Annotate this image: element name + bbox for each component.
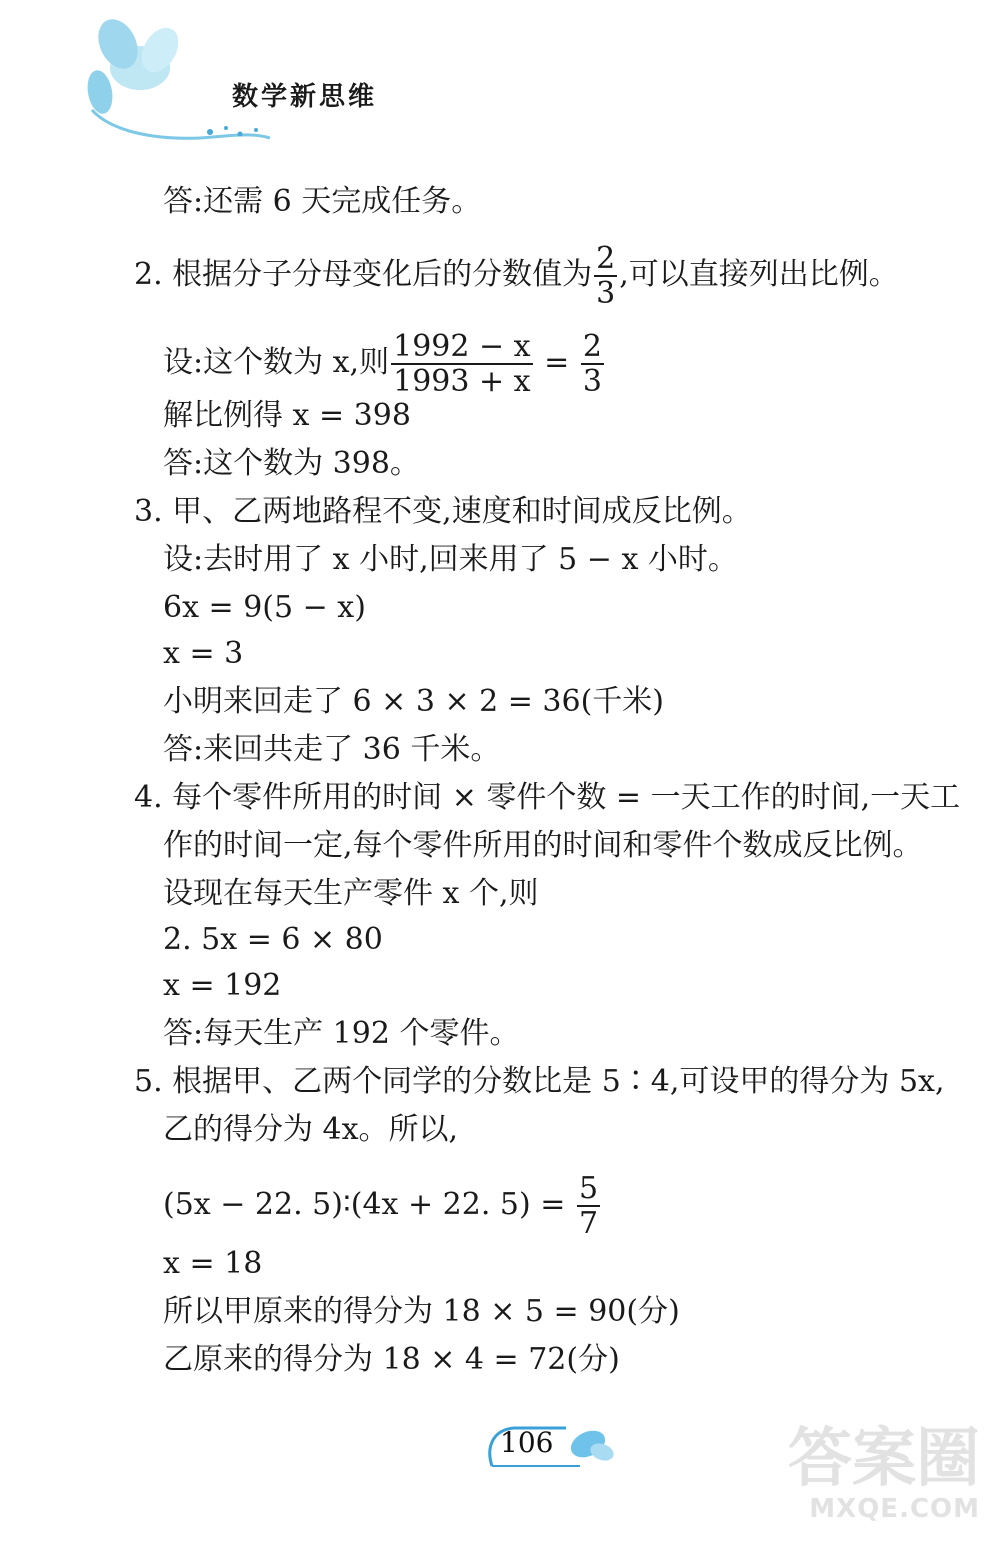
problem-2-text-post: ,可以直接列出比例。 bbox=[619, 257, 899, 292]
fraction-denominator: 7 bbox=[578, 1206, 599, 1241]
fraction-numerator: 1992 − x bbox=[393, 329, 531, 364]
watermark-url: MXQE.COM bbox=[809, 1494, 980, 1524]
book-title: 数学新思维 bbox=[232, 82, 378, 112]
setup-text: 设:这个数为 x,则 bbox=[163, 345, 390, 380]
answer-line: 答:来回共走了 36 千米。 bbox=[163, 732, 501, 767]
equals-sign: = bbox=[544, 345, 570, 380]
watermark-text: 答案圈 bbox=[788, 1422, 980, 1496]
problem-4-statement-cont: 作的时间一定,每个零件所用的时间和零件个数成反比例。 bbox=[163, 828, 923, 863]
problem-2-setup bbox=[163, 330, 606, 398]
equation-line: 2. 5x = 6 × 80 bbox=[163, 922, 383, 957]
fraction-1992-1993 bbox=[391, 330, 532, 398]
problem-4-statement: 4. 每个零件所用的时间 × 零件个数 = 一天工作的时间,一天工 bbox=[134, 780, 961, 815]
equation-text: (5x − 22. 5)∶(4x + 22. 5) = bbox=[163, 1187, 566, 1222]
result-line: 所以甲原来的得分为 18 × 5 = 90(分) bbox=[163, 1294, 680, 1329]
page-footer bbox=[484, 1418, 624, 1474]
equation-line bbox=[163, 1172, 602, 1240]
solution-line: x = 192 bbox=[163, 968, 282, 1003]
watermark bbox=[740, 1424, 980, 1534]
problem-2-text-pre: 2. 根据分子分母变化后的分数值为 bbox=[134, 257, 593, 292]
result-line: 乙原来的得分为 18 × 4 = 72(分) bbox=[163, 1342, 620, 1377]
solution-line: x = 18 bbox=[163, 1246, 263, 1281]
answer-line: 答:每天生产 192 个零件。 bbox=[163, 1016, 520, 1051]
answer-line: 答:这个数为 398。 bbox=[163, 446, 420, 481]
fraction-2-3 bbox=[581, 330, 604, 398]
fraction-numerator: 2 bbox=[596, 241, 616, 276]
solution-line: x = 3 bbox=[163, 636, 244, 671]
fraction-numerator: 5 bbox=[578, 1171, 599, 1206]
problem-5-statement-cont: 乙的得分为 4x。所以, bbox=[163, 1112, 459, 1147]
fraction-denominator: 1993 + x bbox=[393, 364, 531, 399]
problem-3-statement: 3. 甲、乙两地路程不变,速度和时间成反比例。 bbox=[134, 494, 752, 529]
fraction-5-7 bbox=[577, 1172, 600, 1240]
answer-line-1: 答:还需 6 天完成任务。 bbox=[163, 184, 482, 219]
equation-line: 6x = 9(5 − x) bbox=[163, 590, 366, 625]
problem-2-statement bbox=[134, 242, 899, 310]
solution-line: 解比例得 x = 398 bbox=[163, 398, 411, 433]
fraction-denominator: 3 bbox=[582, 364, 602, 399]
problem-3-setup: 设:去时用了 x 小时,回来用了 5 − x 小时。 bbox=[163, 542, 738, 577]
fraction-numerator: 2 bbox=[582, 329, 602, 364]
page-header bbox=[0, 0, 420, 160]
page-number: 106 bbox=[500, 1426, 554, 1459]
calculation-line: 小明来回走了 6 × 3 × 2 = 36(千米) bbox=[163, 684, 665, 719]
problem-4-setup: 设现在每天生产零件 x 个,则 bbox=[163, 876, 539, 911]
fraction-2-3 bbox=[594, 242, 617, 310]
fraction-denominator: 3 bbox=[596, 276, 616, 311]
problem-5-statement: 5. 根据甲、乙两个同学的分数比是 5∶4,可设甲的得分为 5x, bbox=[134, 1064, 945, 1099]
